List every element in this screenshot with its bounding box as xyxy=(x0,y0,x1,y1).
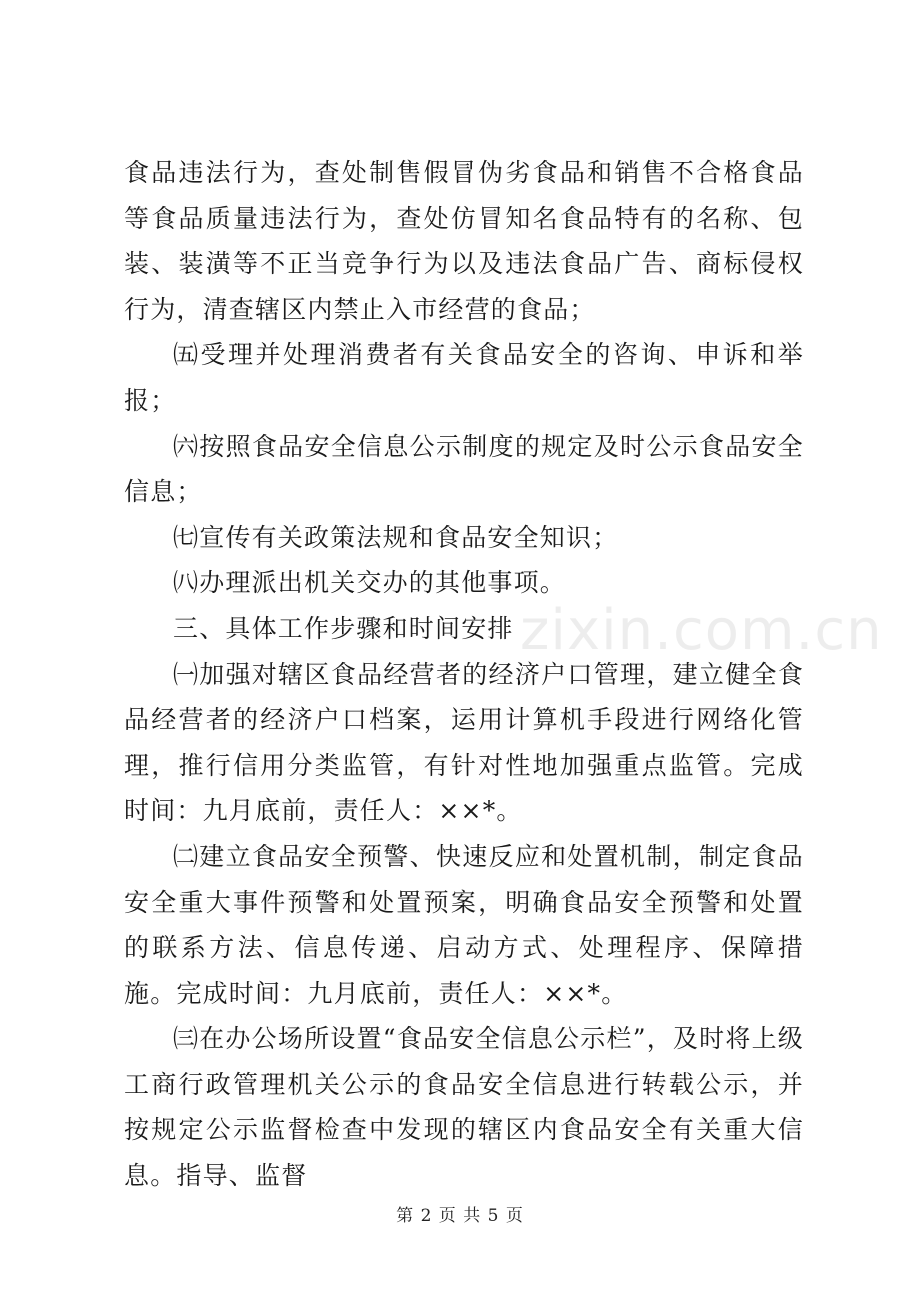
document-body xyxy=(124,150,804,1199)
paragraph: ㈧办理派出机关交办的其他事项。 xyxy=(173,568,567,598)
paragraph: ㈢在办公场所设置“食品安全信息公示栏”，及时将上级工商行政管理机关公示的食品安全信息进行转载公示，并按规定公示监督检查中发现的辖区内食品安全有关重大信息。指导、监督 xyxy=(124,1024,804,1191)
section-heading: 三、具体工作步骤和时间安排 xyxy=(173,613,514,643)
paragraph: ㈡建立食品安全预警、快速反应和处置机制，制定食品安全重大事件预警和处置预案，明确食品安全预警和处置的联系方法、信息传递、启动方式、处理程序、保障措施。完成时间：九月底前，责任人：××*。 xyxy=(124,841,804,1008)
page-footer: 第 2 页 共 5 页 xyxy=(396,1206,524,1226)
watermark: zixin.com.cn xyxy=(520,598,883,663)
paragraph: 食品违法行为，查处制售假冒伪劣食品和销售不合格食品等食品质量违法行为，查处仿冒知名食品特有的名称、包装、装潢等不正当竞争行为以及违法食品广告、商标侵权行为，清查辖区内禁止入市经营的食品； xyxy=(124,158,804,324)
paragraph: ㈦宣传有关政策法规和食品安全知识； xyxy=(173,522,619,552)
paragraph: ㈤受理并处理消费者有关食品安全的咨询、申诉和举报； xyxy=(124,340,804,415)
paragraph: ㈠加强对辖区食品经营者的经济户口管理，建立健全食品经营者的经济户口档案，运用计算机手段进行网络化管理，推行信用分类监管，有针对性地加强重点监管。完成时间：九月底前，责任人：××*。 xyxy=(124,659,804,826)
paragraph: ㈥按照食品安全信息公示制度的规定及时公示食品安全信息； xyxy=(124,431,804,507)
